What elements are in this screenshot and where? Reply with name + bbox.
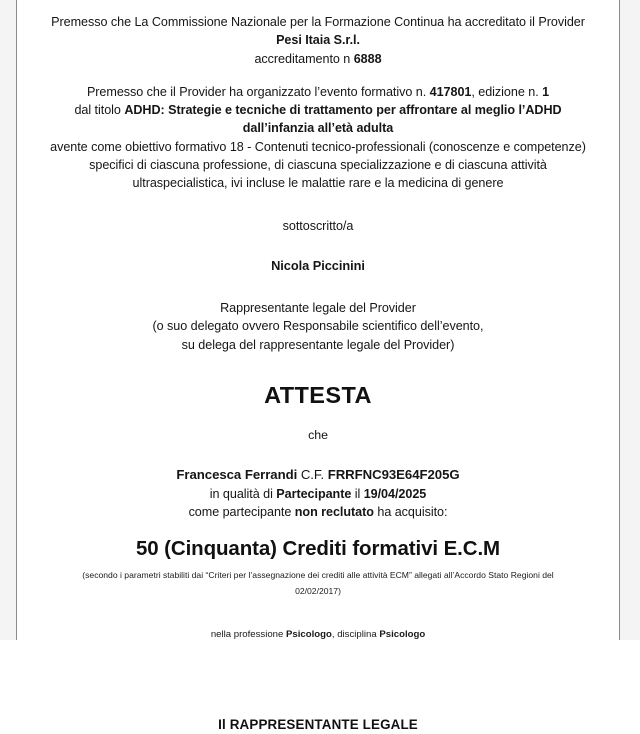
- credits-fineprint: [35, 561, 601, 599]
- edition-number: 1: [542, 84, 550, 99]
- subscriber-name: Nicola Piccinini: [271, 257, 365, 273]
- profession-line: [35, 599, 601, 642]
- credits-fineprint-line-2: 02/02/2017): [295, 585, 341, 596]
- event-line-prefix: Premesso che il Provider ha organizzato l’evento formativo n.: [86, 84, 427, 99]
- event-objective-line-3: ultraspecialistica, ivi incluse le malattie rare e la medicina di genere: [132, 176, 504, 191]
- participant-cf-value: FRRFNC93E64F205G: [327, 466, 460, 482]
- event-objective-line-1: avente come obiettivo formativo 18 - Contenuti tecnico-professionali (conoscenze e competenze): [50, 139, 586, 154]
- signature-title: Il RAPPRESENTANTE LEGALE: [218, 717, 418, 733]
- participant-date: 19/04/2025: [363, 486, 427, 501]
- discipline-label: , disciplina: [331, 629, 377, 641]
- credits-fineprint-line-1: (secondo i parametri stabiliti dai “Criteri per l’assegnazione dei crediti alle attività ECM” allegati all’Accordo Stato Regioni del: [82, 570, 554, 581]
- event-title-label: dal titolo: [74, 103, 121, 118]
- attesta-heading: ATTESTA: [264, 381, 372, 408]
- event-number: 417801: [429, 84, 472, 99]
- che-label: che: [308, 427, 328, 442]
- subscriber-role-line-3: su delega del rappresentante legale del Provider): [181, 337, 455, 352]
- provider-name: Pesi Itaia S.r.l.: [276, 33, 360, 48]
- participant-name: Francesca Ferrandi: [176, 466, 298, 482]
- subscriber-label: sottoscritto/a: [282, 218, 354, 233]
- participant-cf-label: C.F.: [300, 466, 325, 482]
- participant-date-prefix: il: [354, 486, 361, 501]
- participant-role-line: [35, 485, 601, 503]
- accreditation-number: 6888: [353, 51, 382, 66]
- event-block: [35, 68, 601, 193]
- recruitment-prefix: come partecipante: [188, 505, 292, 520]
- subscriber-role-block: [35, 275, 601, 354]
- profession-value: Psicologo: [286, 629, 332, 641]
- event-line-middle: , edizione n.: [471, 84, 539, 99]
- recruitment-suffix: ha acquisito:: [377, 505, 448, 520]
- subscriber-role-line-1: Rappresentante legale del Provider: [220, 300, 416, 315]
- certificate-sheet: [16, 0, 620, 733]
- event-title-line-1: [35, 101, 601, 119]
- recruitment-status: non reclutato: [294, 505, 374, 520]
- accreditation-label: accreditamento n: [254, 51, 351, 66]
- premise-block: [35, 0, 601, 68]
- subscriber-role-line-2: (o suo delegato ovvero Responsabile scientifico dell’evento,: [152, 319, 484, 334]
- discipline-value: Psicologo: [379, 629, 426, 641]
- profession-label: nella professione: [210, 629, 284, 641]
- premise-accreditation-line: Premesso che La Commissione Nazionale per la Formazione Continua ha accreditato il Provider: [51, 15, 585, 29]
- subscriber-block: [35, 193, 601, 354]
- participant-role: Partecipante: [276, 486, 352, 501]
- accreditation-line: [35, 50, 601, 68]
- event-title-text-1: ADHD: Strategie e tecniche di trattamento per affrontare al meglio l’ADHD: [124, 103, 562, 118]
- event-title-line-2: dall’infanzia all’età adulta: [242, 121, 394, 136]
- certificate-content: [35, 0, 601, 733]
- event-objective-line-2: specifici di ciascuna professione, di ciascuna specializzazione e di ciascuna attività: [89, 158, 547, 173]
- event-number-line: [35, 83, 601, 101]
- participant-identity-line: [35, 465, 601, 485]
- credits-heading: 50 (Cinquanta) Crediti formativi E.C.M: [135, 537, 501, 561]
- participant-role-prefix: in qualità di: [209, 486, 273, 501]
- participant-recruitment-line: [35, 503, 601, 521]
- participant-block: [35, 444, 601, 522]
